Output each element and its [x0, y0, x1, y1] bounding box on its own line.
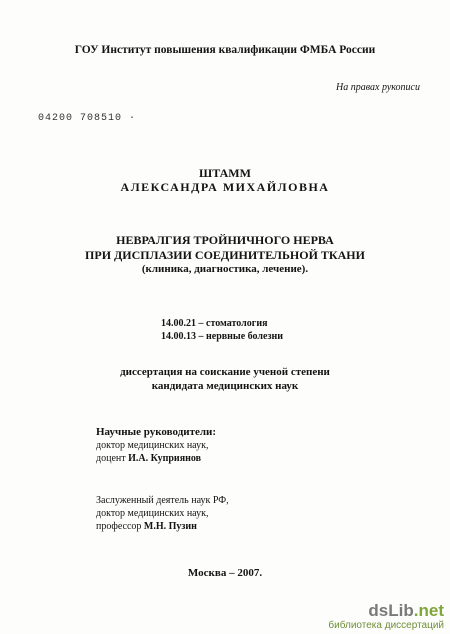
degree-line-1: диссертация на соискание ученой степени [120, 366, 330, 378]
thesis-subtitle: (клиника, диагностика, лечение). [141, 263, 309, 275]
library-stamp-number: 04200 708510 · [38, 113, 137, 124]
supervisor-1-degree: доктор медицинских наук, [96, 440, 209, 451]
dslib-caption: библиотека диссертаций [328, 620, 444, 631]
supervisor-2-rank: профессор [96, 521, 144, 532]
supervisor-2-honor: Заслуженный деятель наук РФ, [96, 495, 229, 506]
thesis-title-line-1: НЕВРАЛГИЯ ТРОЙНИЧНОГО НЕРВА [116, 233, 334, 247]
supervisor-2-degree: доктор медицинских наук, [96, 508, 209, 519]
rights-note: На правах рукописи [336, 82, 420, 93]
institute-name: ГОУ Институт повышения квалификации ФМБА России [74, 44, 376, 56]
dslib-logo-accent: .net [413, 601, 444, 620]
supervisor-2-name: М.Н. Пузин [143, 521, 197, 532]
supervisors-heading: Научные руководители: [96, 426, 217, 438]
supervisor-2-name-line [96, 521, 197, 532]
degree-line-2: кандидата медицинских наук [151, 380, 299, 392]
specialty-code-2: 14.00.13 – нервные болезни [161, 331, 283, 342]
supervisor-1-rank: доцент [96, 453, 129, 464]
dslib-watermark[interactable] [328, 602, 444, 631]
author-name: АЛЕКСАНДРА МИХАЙЛОВНА [120, 180, 330, 194]
supervisor-1-name-line [96, 453, 201, 464]
dslib-logo [328, 602, 444, 620]
supervisor-1-name: И.А. Куприянов [128, 453, 202, 464]
author-surname: ШТАММ [199, 166, 251, 180]
city-year: Москва – 2007. [187, 567, 263, 579]
dslib-logo-main: dsLib [368, 601, 414, 620]
specialty-code-1: 14.00.21 – стоматология [161, 318, 268, 329]
thesis-title-line-2: ПРИ ДИСПЛАЗИИ СОЕДИНИТЕЛЬНОЙ ТКАНИ [85, 248, 365, 262]
